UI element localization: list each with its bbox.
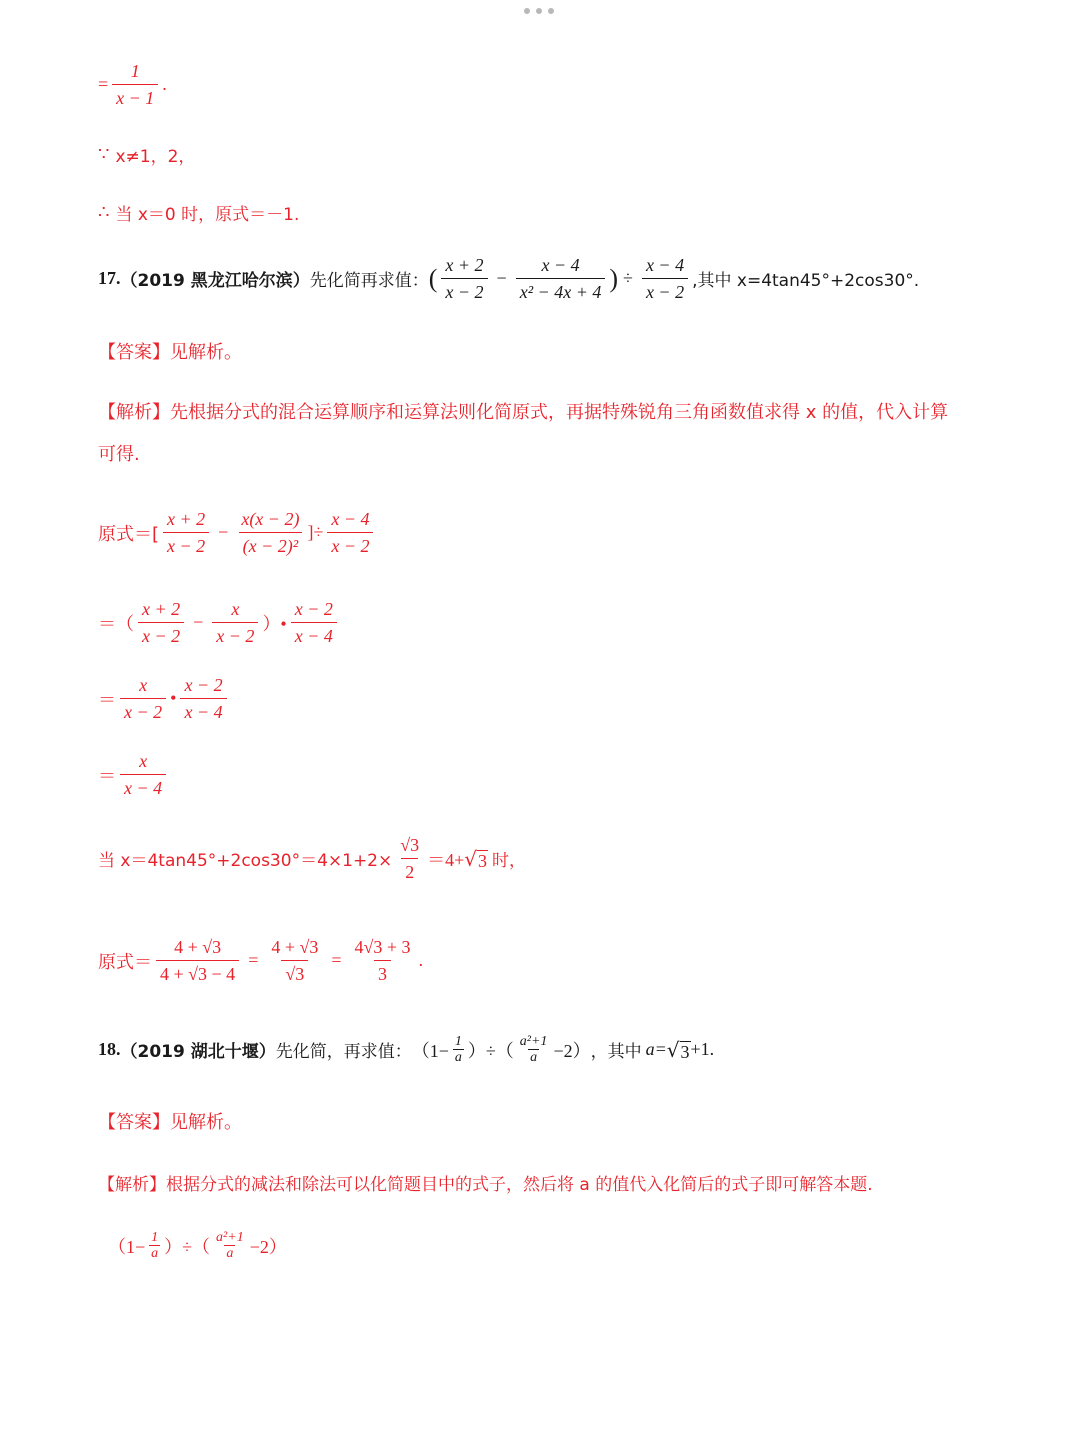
fraction: [516, 254, 606, 303]
denominator: 4 + √3 − 4: [156, 960, 239, 985]
fraction: [138, 598, 184, 647]
period: .: [162, 74, 167, 94]
expr-minus2: −2）: [249, 1236, 287, 1257]
numerator: x: [139, 675, 148, 695]
dot: •: [170, 688, 177, 708]
numerator: 1: [454, 1034, 462, 1049]
q17-step2: ＝（ $\frac{x + 2}{x - 2}$ − $\frac{x}{x - 2}$ ）• $\frac{x - 2}{x - 4}$: [98, 598, 341, 647]
denominator: 2: [401, 858, 418, 883]
q17-final: 原式＝ $\frac{4 + √3}{4 + √3 - 4}$ = $\frac{4 + √3}{√3}$ = $\frac{4√3 + 3}{3}$ .: [98, 937, 424, 984]
q18-tail-var: a=: [645, 1039, 667, 1059]
numerator: x + 2: [142, 599, 181, 619]
denominator: x − 2: [327, 532, 373, 557]
eq: ＝（: [98, 613, 134, 634]
q17-source: （2019 黑龙江哈尔滨）: [120, 271, 310, 291]
expr-open: （1−: [411, 1040, 449, 1061]
denominator: a: [151, 1246, 159, 1261]
numerator: x − 2: [294, 599, 333, 619]
therefore-line: [98, 200, 299, 225]
numerator: 4√3 + 3: [354, 937, 411, 957]
numerator: x: [231, 599, 240, 619]
when-end: 时，: [492, 851, 527, 871]
fraction: [518, 1034, 550, 1065]
fraction: [156, 936, 239, 985]
numerator: 4 + √3: [271, 937, 319, 957]
when-result: ＝4+: [427, 849, 465, 870]
dot: [536, 8, 542, 14]
fraction: [396, 834, 423, 883]
q18-tail: ，其中: [590, 1042, 642, 1062]
therefore-text: 当 x＝0 时，原式＝－1.: [115, 205, 300, 225]
q17-analysis-line1: 【解析】先根据分式的混合运算顺序和运算法则化简原式，再据特殊锐角三角函数值求得 x 的值，代入计算: [98, 402, 949, 423]
radicand: 3: [478, 850, 488, 871]
dot: [524, 8, 530, 14]
denominator: x² − 4x + 4: [516, 278, 606, 303]
q17-when: [98, 834, 526, 883]
fraction: [163, 508, 209, 557]
q18-number: 18.: [98, 1039, 121, 1059]
denominator: x − 4: [180, 698, 226, 723]
more-dots-icon[interactable]: [524, 8, 554, 14]
numerator: x − 4: [645, 255, 685, 275]
denominator: x − 2: [138, 622, 184, 647]
denominator: x − 4: [120, 774, 166, 799]
fraction: [453, 1034, 464, 1065]
numerator: 1: [130, 61, 140, 81]
fraction: [214, 1230, 246, 1261]
bracket-divide: ]÷: [307, 522, 324, 542]
denominator: a: [454, 1050, 462, 1065]
fraction: [212, 598, 258, 647]
denominator: a: [226, 1246, 234, 1261]
fraction: [267, 936, 322, 985]
q18-answer: 【答案】见解析。: [98, 1112, 242, 1133]
because-line: [98, 142, 195, 167]
fraction: [291, 598, 337, 647]
numerator: x − 4: [541, 255, 580, 275]
numerator: x + 2: [445, 255, 484, 275]
sqrt: √ 3: [666, 1037, 690, 1062]
fraction: [441, 254, 487, 303]
q18-prompt: 先化简，再求值：: [275, 1042, 412, 1062]
final-label: 原式＝: [98, 951, 152, 973]
fraction: [180, 674, 226, 723]
expr-open: （1−: [108, 1236, 146, 1257]
therefore-symbol: ∴: [98, 202, 110, 222]
sqrt: √ 3: [464, 846, 488, 871]
q18-analysis: 【解析】根据分式的减法和除法可以化简题目中的式子，然后将 a 的值代入化简后的式子即可解答本题.: [98, 1175, 873, 1195]
numerator: 4 + √3: [174, 937, 222, 957]
fraction: [327, 508, 373, 557]
denominator: √3: [281, 960, 308, 985]
when-text: 当 x＝4tan45°+2cos30°＝4×1+2×: [98, 851, 393, 871]
q17-prompt: 先化简再求值：: [309, 271, 429, 291]
fraction: [112, 60, 158, 109]
denominator: x − 2: [212, 622, 258, 647]
fraction: [149, 1230, 160, 1261]
numerator: x − 2: [184, 675, 223, 695]
q17-step3: [98, 674, 231, 723]
denominator: (x − 2)²: [239, 532, 303, 557]
eq: =: [98, 74, 109, 94]
denominator: x − 2: [120, 698, 166, 723]
radicand: 3: [680, 1041, 690, 1062]
numerator: x + 2: [167, 509, 206, 529]
fraction: [237, 508, 303, 557]
denominator: 3: [374, 960, 391, 985]
fraction: [120, 674, 166, 723]
q17-tail: ,其中 x=4tan45°+2cos30°.: [692, 271, 920, 291]
q17-analysis-line2: 可得.: [98, 444, 140, 465]
denominator: x − 2: [642, 278, 688, 303]
q18-tail-end: +1.: [690, 1039, 715, 1059]
eq: ＝: [98, 689, 116, 710]
because-text: x≠1，2，: [115, 147, 196, 167]
q17-step1: 原式＝[ $\frac{x + 2}{x - 2}$ − $\frac{x(x - 2)}{\text{(x − 2)²}}$ ]÷ $\frac{x - 4}{x - 2}$: [98, 508, 377, 557]
expr-minus2: −2）: [553, 1040, 591, 1061]
denominator: x − 2: [441, 278, 487, 303]
numerator: x − 4: [331, 509, 370, 529]
numerator: 1: [151, 1230, 159, 1245]
expr-close-div: ）÷（: [164, 1236, 211, 1257]
numerator: a²+1: [216, 1230, 244, 1245]
q17-answer: 【答案】见解析。: [98, 342, 242, 363]
numerator: x: [139, 751, 148, 771]
q18-question: [98, 1034, 714, 1065]
fraction: [642, 254, 688, 303]
q17-question: 17. （2019 黑龙江哈尔滨） 先化简再求值： ( $\frac{x + 2}{x - 2}$ − $\frac{x - 4}{\text{x² − 4x + 4}}$ ) ÷ $\frac{x - 4}{x - 2}$ ,其中 x=4tan45°+2cos30°.: [98, 255, 920, 302]
denominator: x − 2: [163, 532, 209, 557]
expr-close-div: ）÷（: [467, 1040, 514, 1061]
prev-result-line: [98, 60, 167, 109]
because-symbol: ∵: [98, 144, 110, 164]
q18-source: （2019 湖北十堰）: [120, 1042, 276, 1062]
numerator: a²+1: [519, 1034, 548, 1049]
fraction: [120, 750, 166, 799]
eq: ＝: [98, 765, 116, 786]
denominator: a: [530, 1050, 538, 1065]
denominator: x − 1: [112, 84, 158, 109]
dot: [548, 8, 554, 14]
paren-dot: ）•: [262, 613, 287, 634]
q18-expression: [108, 1230, 287, 1261]
numerator: √3: [400, 835, 420, 855]
fraction: [351, 936, 415, 985]
q17-step4: [98, 750, 170, 799]
step-label: 原式＝[: [98, 523, 160, 545]
numerator: x(x − 2): [241, 509, 300, 529]
denominator: x − 4: [291, 622, 337, 647]
q17-number: 17.: [98, 268, 121, 288]
